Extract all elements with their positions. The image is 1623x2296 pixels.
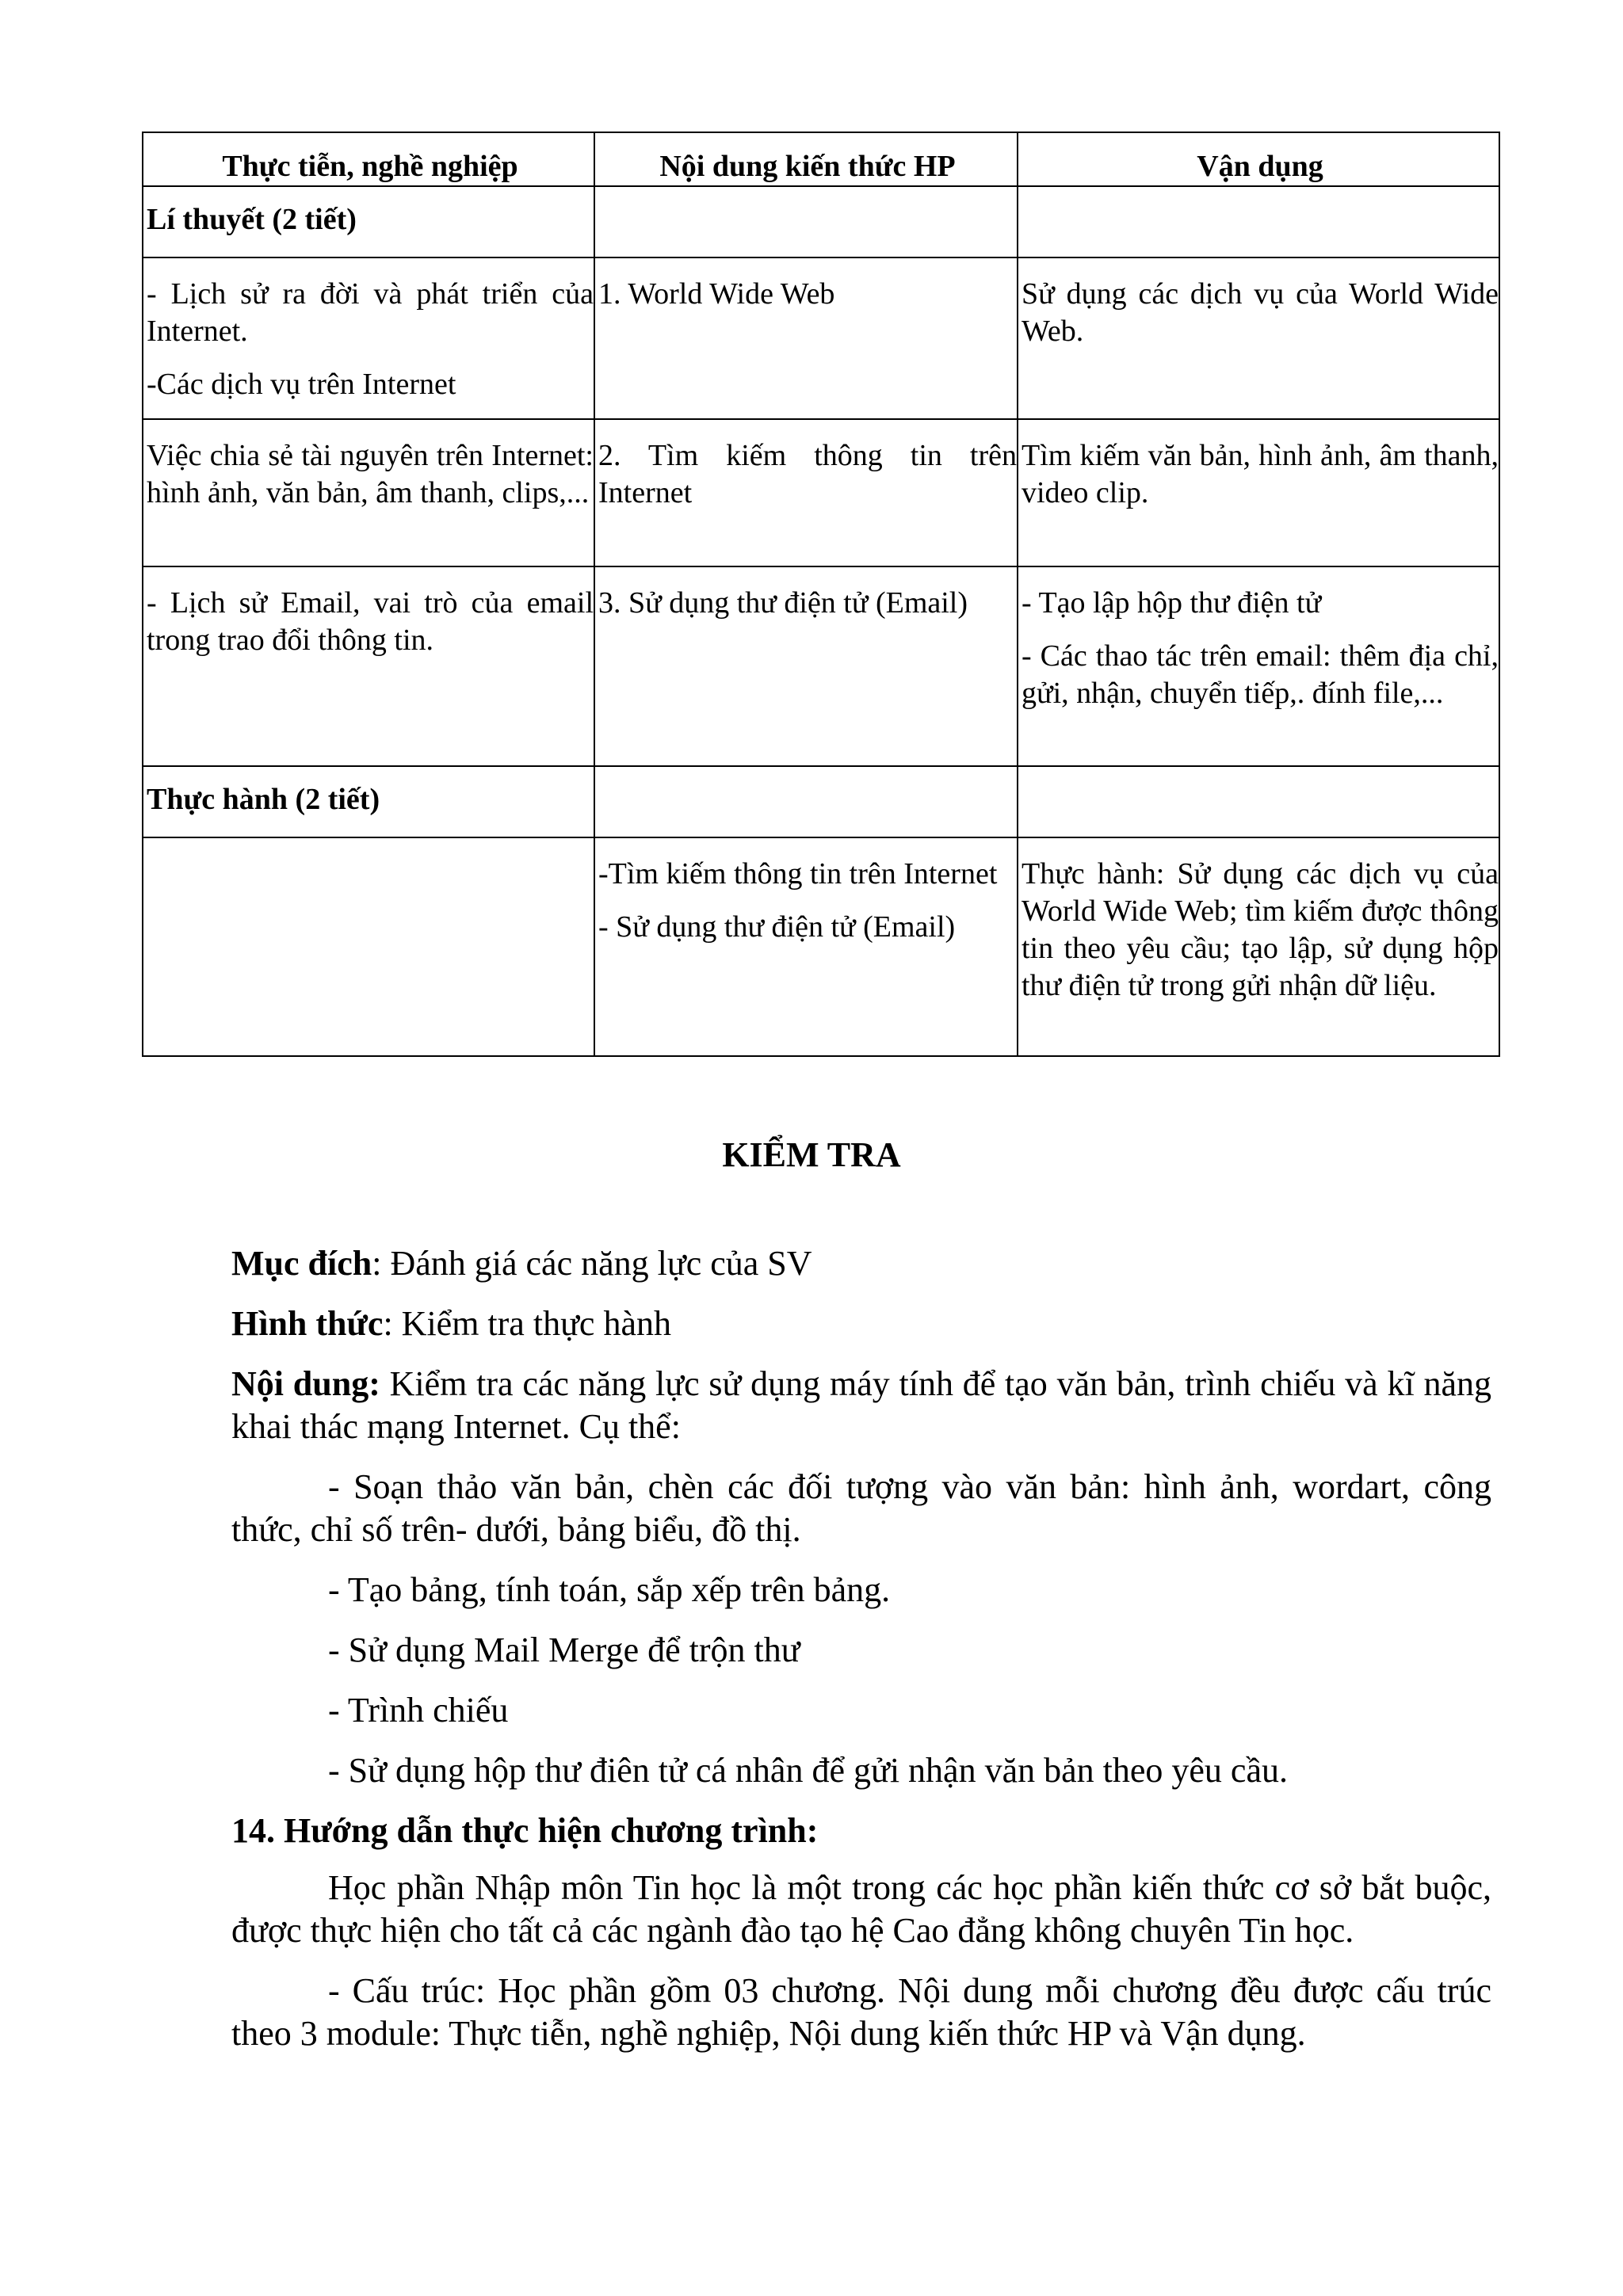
section-14-heading: 14. Hướng dẫn thực hiện chương trình: xyxy=(231,1811,819,1850)
cell-content: 1. World Wide Web xyxy=(594,257,1018,419)
header-practice: Thực tiễn, nghề nghiệp xyxy=(143,132,594,186)
header-apply: Vận dụng xyxy=(1018,132,1499,186)
cell-content: -Tìm kiếm thông tin trên Internet - Sử dụng thư điện tử (Email) xyxy=(594,837,1018,1056)
table-row xyxy=(143,186,1499,257)
cell-apply: Tìm kiếm văn bản, hình ảnh, âm thanh, video clip. xyxy=(1018,419,1499,566)
exam-form: Hình thức: Kiểm tra thực hành xyxy=(231,1304,671,1343)
table-row xyxy=(143,419,1499,566)
table-row xyxy=(143,566,1499,766)
table-header-row xyxy=(143,132,1499,186)
header-content: Nội dung kiến thức HP xyxy=(594,132,1018,186)
list-item: - Tạo bảng, tính toán, sắp xếp trên bảng. xyxy=(328,1570,891,1609)
cell-practice: - Lịch sử Email, vai trò của email trong trao đổi thông tin. xyxy=(143,566,594,766)
section-practice: Thực hành (2 tiết) xyxy=(143,766,594,837)
exam-content: Nội dung: Kiểm tra các năng lực sử dụng máy tính để tạo văn bản, trình chiếu và kĩ năng khai thác mạng Internet. Cụ thể: xyxy=(231,1364,1491,1446)
cell-content: 2. Tìm kiếm thông tin trên Internet xyxy=(594,419,1018,566)
cell-apply: Thực hành: Sử dụng các dịch vụ của World Wide Web; tìm kiếm được thông tin theo yêu cầu; tạo lập, sử dụng hộp thư điện tử trong gửi nhận dữ liệu. xyxy=(1018,837,1499,1056)
list-item: - Soạn thảo văn bản, chèn các đối tượng vào văn bản: hình ảnh, wordart, công thức, chỉ số trên- dưới, bảng biểu, đồ thị. xyxy=(231,1467,1491,1549)
cell-practice: Việc chia sẻ tài nguyên trên Internet: hình ảnh, văn bản, âm thanh, clips,... xyxy=(143,419,594,566)
section-14-para: - Cấu trúc: Học phần gồm 03 chương. Nội dung mỗi chương đều được cấu trúc theo 3 module: Thực tiễn, nghề nghiệp, Nội dung kiến thức HP và Vận dụng. xyxy=(231,1971,1491,2053)
section-14-para: Học phần Nhập môn Tin học là một trong các học phần kiến thức cơ sở bắt buộc, được thực hiện cho tất cả các ngành đào tạo hệ Cao đẳng không chuyên Tin học. xyxy=(231,1868,1491,1950)
table-row xyxy=(143,766,1499,837)
table-row xyxy=(143,837,1499,1056)
list-item: - Sử dụng Mail Merge để trộn thư xyxy=(328,1630,800,1669)
exam-body xyxy=(231,1242,1491,2073)
curriculum-table xyxy=(142,132,1500,1057)
list-item: - Trình chiếu xyxy=(328,1691,509,1730)
exam-title: KIỂM TRA xyxy=(722,1135,901,1174)
table-row xyxy=(143,257,1499,419)
cell-content: 3. Sử dụng thư điện tử (Email) xyxy=(594,566,1018,766)
list-item: - Sử dụng hộp thư điên tử cá nhân để gửi nhận văn bản theo yêu cầu. xyxy=(328,1751,1288,1790)
section-theory: Lí thuyết (2 tiết) xyxy=(143,186,594,257)
cell-apply: - Tạo lập hộp thư điện tử - Các thao tác trên email: thêm địa chỉ, gửi, nhận, chuyển tiếp,. đính file,... xyxy=(1018,566,1499,766)
cell-practice: - Lịch sử ra đời và phát triển của Internet. -Các dịch vụ trên Internet xyxy=(143,257,594,419)
cell-apply: Sử dụng các dịch vụ của World Wide Web. xyxy=(1018,257,1499,419)
exam-purpose: Mục đích: Đánh giá các năng lực của SV xyxy=(231,1244,812,1283)
